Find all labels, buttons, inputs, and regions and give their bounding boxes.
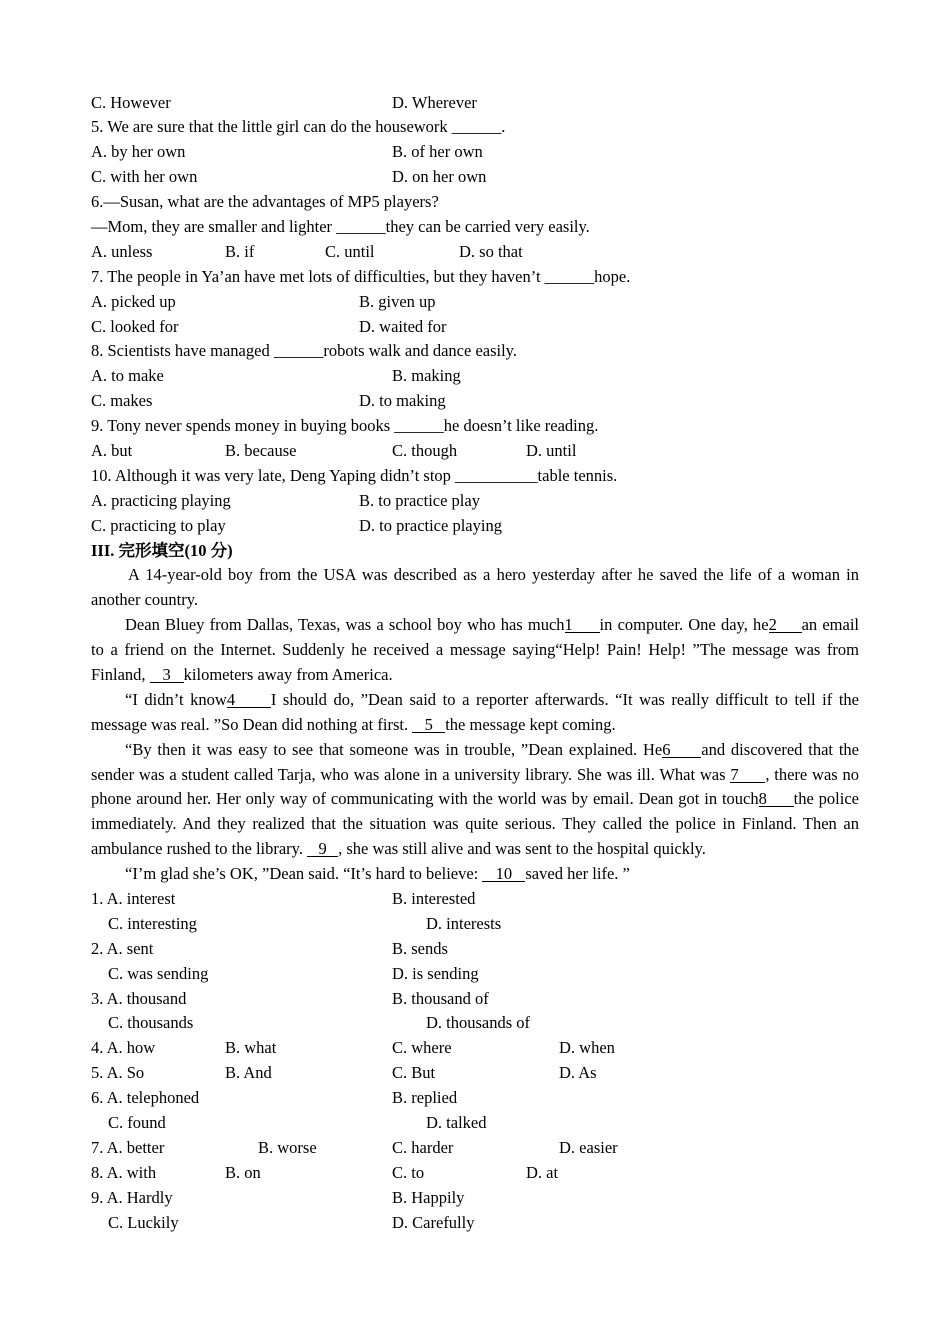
option-a: A. by her own [91, 142, 186, 162]
passage-text [125, 738, 859, 763]
option-a: A. to make [91, 366, 164, 386]
passage-line [0, 613, 950, 638]
passage-segment: in computer. One day, he [599, 615, 769, 635]
option-b: B. Happily [392, 1187, 465, 1207]
question-8-options-cd [0, 389, 950, 414]
question-9 [0, 414, 950, 439]
question-8 [0, 339, 950, 364]
question-7-options-ab [0, 290, 950, 315]
passage-segment: the message kept coming. [445, 714, 616, 734]
passage-text [91, 588, 859, 613]
option-d: D. waited for [359, 316, 447, 336]
option-d: D. so that [459, 241, 523, 261]
option-b: B. of her own [392, 142, 483, 162]
blank-4: 4 [227, 692, 271, 708]
option-d: D. talked [426, 1113, 487, 1133]
cloze-option-3-row1 [0, 987, 950, 1012]
passage-text [91, 812, 859, 837]
option-b: B. interested [392, 889, 476, 908]
passage-segment: to a friend on the Internet. Suddenly he received a message saying“Help! Pain! Help! ”The message was from [91, 640, 859, 660]
option-d: D. until [526, 440, 577, 460]
passage-text [91, 713, 859, 738]
question-stem: 9. Tony never spends money in buying books ______he doesn’t like reading. [91, 416, 599, 436]
question-5 [0, 115, 950, 140]
option-c: C. was sending [108, 963, 209, 983]
passage-segment: A 14-year-old boy from the USA was described as a hero yesterday after he saved the life of a woman in [128, 565, 859, 585]
question-stem: 5. We are sure that the little girl can do the housework ______. [91, 117, 506, 137]
passage-text [128, 563, 859, 588]
cloze-option-5 [0, 1061, 950, 1086]
option-b: B. what [225, 1038, 277, 1058]
option-c: C. interesting [108, 913, 197, 933]
passage-line [0, 763, 950, 788]
passage-segment: another country. [91, 590, 199, 610]
option-d: D. at [526, 1162, 559, 1182]
option-d: D. interests [426, 913, 502, 933]
question-stem: 8. Scientists have managed ______robots walk and dance easily. [91, 341, 517, 361]
blank-2: 2 [769, 617, 802, 633]
option-b: B. thousand of [392, 988, 489, 1008]
option-a: 6. A. telephoned [91, 1088, 200, 1108]
option-b: B. to practice play [359, 490, 480, 510]
option-d: D. to making [359, 391, 446, 411]
cloze-option-2-row1 [0, 937, 950, 962]
blank-9: 9 [307, 841, 338, 857]
option-a: 3. A. thousand [91, 988, 187, 1008]
passage-line [0, 563, 950, 588]
cloze-option-4 [0, 1036, 950, 1061]
passage-segment: and discovered that the [701, 739, 859, 759]
option-a: 1. A. interest [91, 889, 176, 908]
question-stem: 7. The people in Ya’an have met lots of difficulties, but they haven’t ______hope. [91, 266, 631, 286]
question-reply: —Mom, they are smaller and lighter ______they can be carried very easily. [91, 216, 590, 236]
option-b: B. making [392, 366, 461, 386]
passage-segment: kilometers away from America. [183, 664, 393, 684]
option-d: D. on her own [392, 167, 487, 187]
passage-segment: I should do, ”Dean said to a reporter afterwards. “It was really difficult to tell if the [270, 689, 859, 709]
question-10-options-ab [0, 489, 950, 514]
cloze-option-6-row1 [0, 1086, 950, 1111]
option-d: D. thousands of [426, 1013, 531, 1033]
option-c: C. Luckily [108, 1212, 179, 1232]
question-6 [0, 190, 950, 215]
cloze-option-6-row2 [0, 1111, 950, 1136]
question-6-reply [0, 215, 950, 240]
question-8-options-ab [0, 364, 950, 389]
cloze-option-1-row2 [0, 912, 950, 937]
option-d: D. to practice playing [359, 515, 502, 535]
question-5-options-ab [0, 140, 950, 165]
option-a: A. picked up [91, 291, 176, 311]
passage-segment: , she was still alive and was sent to the hospital quickly. [338, 839, 706, 859]
question-10-options-cd [0, 514, 950, 539]
passage-segment: sender was a student called Tarja, who was alone in a university library. She was ill. What was [91, 764, 731, 784]
option-c: C. where [392, 1038, 452, 1058]
passage-line [0, 663, 950, 688]
option-a: 2. A. sent [91, 938, 154, 958]
option-b: B. on [225, 1162, 261, 1182]
passage-text [91, 837, 859, 862]
passage-segment: “I’m glad she’s OK, ”Dean said. “It’s hard to believe: [125, 864, 483, 884]
passage-segment: Finland, [91, 664, 150, 684]
passage-line [0, 688, 950, 713]
passage-text [91, 663, 859, 688]
question-7 [0, 265, 950, 290]
section-heading-row [0, 539, 950, 564]
blank-7: 7 [730, 767, 765, 783]
option-a: 5. A. So [91, 1063, 145, 1083]
option-d: D. Wherever [392, 92, 477, 112]
option-d: D. is sending [392, 963, 479, 983]
blank-5: 5 [412, 717, 445, 733]
passage-segment: “I didn’t know [125, 689, 227, 709]
option-a: 4. A. how [91, 1038, 156, 1058]
blank-1: 1 [565, 617, 600, 633]
passage-segment: immediately. And they realized that the situation was quite serious. They called the police in Finland. Then an [91, 814, 859, 834]
passage-text [91, 763, 859, 788]
option-d: D. As [559, 1063, 597, 1083]
option-c: C. thousands [108, 1013, 194, 1033]
cloze-option-2-row2 [0, 962, 950, 987]
question-stem: 6.—Susan, what are the advantages of MP5 players? [91, 192, 439, 212]
passage-segment: ambulance rushed to the library. [91, 839, 308, 859]
option-a: 9. A. Hardly [91, 1187, 173, 1207]
option-b: B. sends [392, 938, 448, 958]
option-c: C. But [392, 1063, 436, 1083]
passage-segment: “By then it was easy to see that someone was in trouble, ”Dean explained. He [125, 739, 663, 759]
passage-line [0, 713, 950, 738]
blank-6: 6 [662, 742, 701, 758]
question-stem: 10. Although it was very late, Deng Yaping didn’t stop __________table tennis. [91, 465, 618, 485]
blank-3: 3 [150, 667, 184, 683]
option-c: C. with her own [91, 167, 198, 187]
option-b: B. replied [392, 1088, 458, 1108]
option-c: C. harder [392, 1137, 454, 1157]
question-6-options [0, 240, 950, 265]
cloze-option-1-row1 [0, 887, 950, 912]
passage-line [0, 638, 950, 663]
cloze-option-3-row2 [0, 1011, 950, 1036]
question-4-options-cd [0, 91, 950, 116]
blank-10: 10 [482, 866, 525, 882]
passage-line [0, 837, 950, 862]
cloze-option-9-row2 [0, 1211, 950, 1236]
option-a: A. unless [91, 241, 153, 261]
passage-line [0, 812, 950, 837]
option-b: B. given up [359, 291, 436, 311]
cloze-option-8 [0, 1161, 950, 1186]
option-c: C. However [91, 92, 171, 112]
question-7-options-cd [0, 315, 950, 340]
option-b: B. because [225, 440, 297, 460]
option-d: D. Carefully [392, 1212, 475, 1232]
option-c: C. though [392, 440, 458, 460]
option-c: C. makes [91, 391, 153, 411]
option-a: A. but [91, 440, 133, 460]
section-heading: III. 完形填空(10 分) [91, 540, 233, 560]
option-b: B. worse [258, 1137, 317, 1157]
passage-line [0, 738, 950, 763]
option-c: C. practicing to play [91, 515, 226, 535]
passage-segment: the police [793, 789, 859, 809]
option-a: A. practicing playing [91, 490, 231, 510]
passage-text [91, 787, 859, 812]
passage-segment: Dean Bluey from Dallas, Texas, was a school boy who has much [125, 615, 565, 635]
passage-segment: message was real. ”So Dean did nothing at first. [91, 714, 413, 734]
question-9-options [0, 439, 950, 464]
passage-segment: an email [801, 615, 859, 635]
option-b: B. And [225, 1063, 272, 1083]
passage-line [0, 862, 950, 887]
passage-text [91, 638, 859, 663]
passage-segment: phone around her. Her only way of communicating with the world was by email. Dean got in touch [91, 789, 759, 809]
option-b: B. if [225, 241, 255, 261]
option-c: C. until [325, 241, 375, 261]
passage-text [125, 862, 859, 887]
question-5-options-cd [0, 165, 950, 190]
cloze-option-7 [0, 1136, 950, 1161]
passage-line [0, 588, 950, 613]
cloze-option-9-row1 [0, 1186, 950, 1211]
passage-text [125, 613, 859, 638]
option-d: D. easier [559, 1137, 618, 1157]
passage-line [0, 787, 950, 812]
option-c: C. to [392, 1162, 425, 1182]
option-a: 8. A. with [91, 1162, 157, 1182]
question-10 [0, 464, 950, 489]
passage-segment: saved her life. ” [525, 864, 630, 884]
passage-segment: , there was no [765, 764, 860, 784]
passage-text [125, 688, 859, 713]
option-c: C. looked for [91, 316, 179, 336]
blank-8: 8 [759, 791, 794, 807]
option-c: C. found [108, 1113, 166, 1133]
option-d: D. when [559, 1038, 615, 1058]
option-a: 7. A. better [91, 1137, 165, 1157]
